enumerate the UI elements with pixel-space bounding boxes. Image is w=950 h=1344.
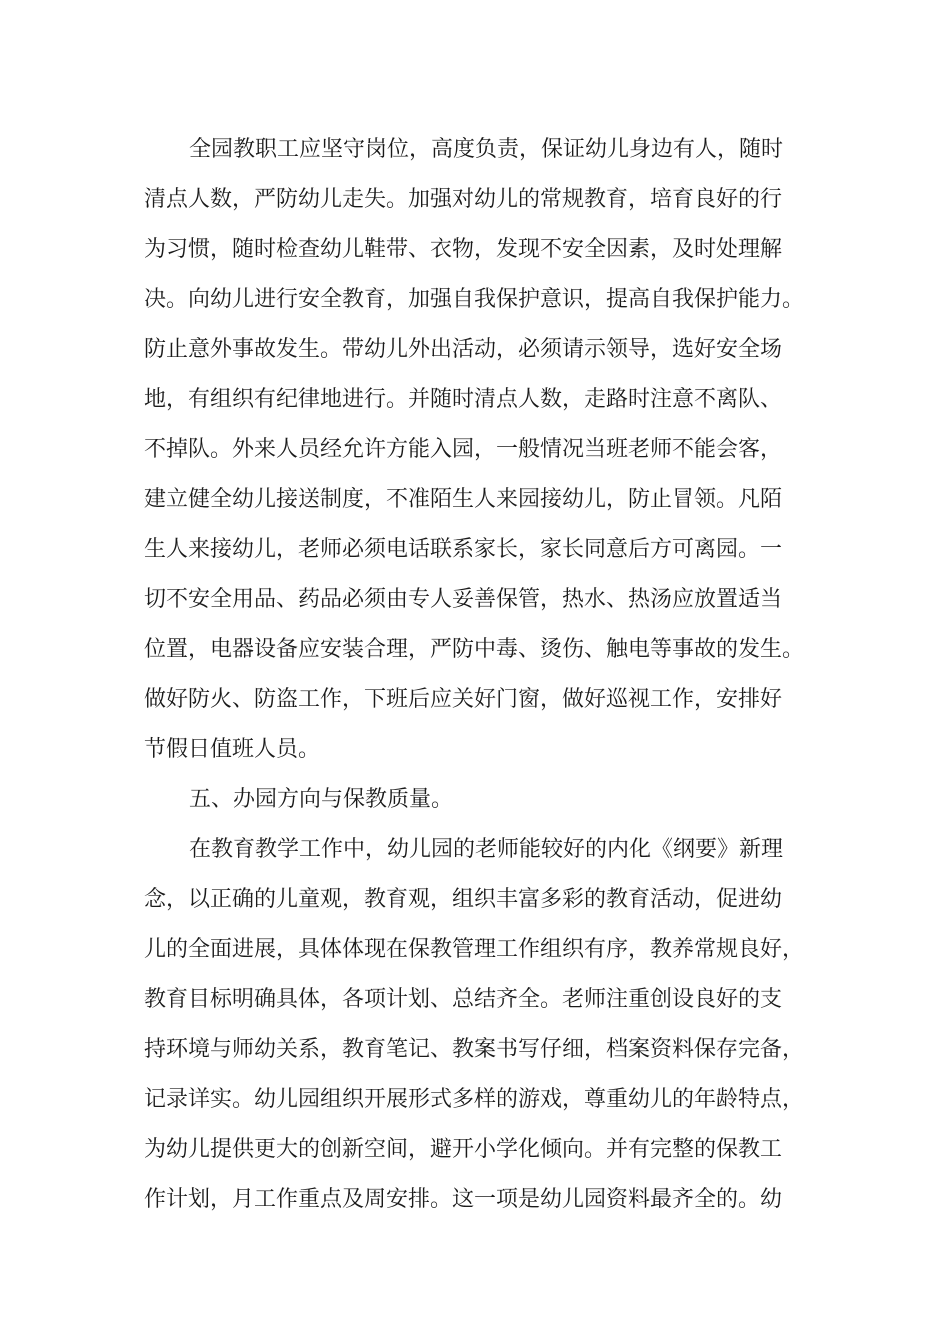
text-line: 建立健全幼儿接送制度，不准陌生人来园接幼儿，防止冒领。凡陌	[144, 487, 783, 512]
text-line: 教育目标明确具体，各项计划、总结齐全。老师注重创设良好的支	[144, 987, 783, 1012]
text-line: 防止意外事故发生。带幼儿外出活动，必须请示领导，选好安全场	[144, 337, 783, 362]
text-line: 节假日值班人员。	[144, 737, 321, 762]
text-line: 作计划，月工作重点及周安排。这一项是幼儿园资料最齐全的。幼	[144, 1187, 783, 1212]
text-line: 地，有组织有纪律地进行。并随时清点人数，走路时注意不离队、	[144, 387, 783, 412]
text-line: 全园教职工应坚守岗位，高度负责，保证幼儿身边有人，随时	[189, 137, 784, 162]
text-line: 儿的全面进展，具体体现在保教管理工作组织有序，教养常规良好，	[144, 937, 805, 962]
text-line: 做好防火、防盗工作，下班后应关好门窗，做好巡视工作，安排好	[144, 687, 783, 712]
text-line: 清点人数，严防幼儿走失。加强对幼儿的常规教育，培育良好的行	[144, 187, 783, 212]
text-line: 决。向幼儿进行安全教育，加强自我保护意识，提高自我保护能力。	[144, 287, 805, 312]
text-line: 念，以正确的儿童观，教育观，组织丰富多彩的教育活动，促进幼	[144, 887, 783, 912]
text-line: 切不安全用品、药品必须由专人妥善保管，热水、热汤应放置适当	[144, 587, 783, 612]
section-heading: 五、办园方向与保教质量。	[189, 787, 454, 812]
text-line: 不掉队。外来人员经允许方能入园，一般情况当班老师不能会客，	[144, 437, 783, 462]
text-line: 在教育教学工作中，幼儿园的老师能较好的内化《纲要》新理	[189, 837, 784, 862]
text-line: 记录详实。幼儿园组织开展形式多样的游戏，尊重幼儿的年龄特点，	[144, 1087, 805, 1112]
text-line: 持环境与师幼关系，教育笔记、教案书写仔细，档案资料保存完备，	[144, 1037, 805, 1062]
text-line: 生人来接幼儿，老师必须电话联系家长，家长同意后方可离园。一	[144, 537, 783, 562]
text-line: 为幼儿提供更大的创新空间，避开小学化倾向。并有完整的保教工	[144, 1137, 783, 1162]
text-line: 为习惯，随时检查幼儿鞋带、衣物，发现不安全因素，及时处理解	[144, 237, 783, 262]
text-line: 位置，电器设备应安装合理，严防中毒、烫伤、触电等事故的发生。	[144, 637, 805, 662]
